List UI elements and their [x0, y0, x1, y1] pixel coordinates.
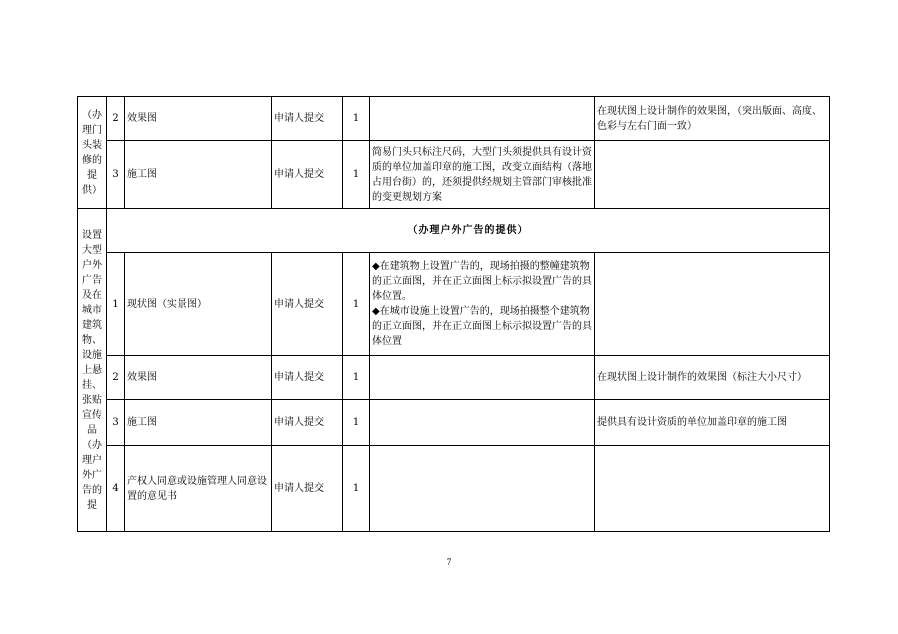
- note-cell: 提供具有设计资质的单位加盖印章的施工图: [595, 400, 830, 446]
- submitter-cell: 申请人提交: [272, 97, 343, 141]
- materials-table: [77, 96, 830, 532]
- row-number: 2: [107, 356, 125, 400]
- note-cell: [595, 141, 830, 209]
- material-name: 施工图: [125, 141, 272, 209]
- submitter-cell: 申请人提交: [272, 253, 343, 356]
- page-number: 7: [446, 557, 452, 567]
- row-number: 1: [107, 253, 125, 356]
- submitter-cell: 申请人提交: [272, 141, 343, 209]
- table-row: [78, 253, 830, 356]
- material-name: 效果图: [125, 356, 272, 400]
- requirements-cell: 简易门头只标注尺码，大型门头须提供具有设计资质的单位加盖印章的施工图，改变立面结构（落地占用台街）的，还须提供经规划主管部门审核批准的变更规划方案: [370, 141, 595, 209]
- table-row: [78, 97, 830, 141]
- requirements-cell: [370, 400, 595, 446]
- copies-cell: 1: [343, 446, 370, 532]
- row-number: 4: [107, 446, 125, 532]
- material-name: 效果图: [125, 97, 272, 141]
- copies-cell: 1: [343, 356, 370, 400]
- note-cell: 在现状图上设计制作的效果图，（突出版面、高度、色彩与左右门面一致）: [595, 97, 830, 141]
- material-name: 施工图: [125, 400, 272, 446]
- copies-cell: 1: [343, 97, 370, 141]
- category-cell: 设置大型户外广告及在城市建筑物、设施上悬挂、张贴宣传品（办理户外广告的提: [78, 209, 107, 532]
- material-name: 现状图（实景图）: [125, 253, 272, 356]
- copies-cell: 1: [343, 400, 370, 446]
- section-title: （办理户外广告的提供）: [107, 209, 830, 253]
- table-row: [78, 400, 830, 446]
- copies-cell: 1: [343, 253, 370, 356]
- row-number: 3: [107, 141, 125, 209]
- requirements-cell: [370, 97, 595, 141]
- submitter-cell: 申请人提交: [272, 446, 343, 532]
- requirement-bullet: ◆在城市设施上设置广告的，现场拍摄整个建筑物的正立面图，并在正立面图上标示拟设置广告的具体位置: [372, 306, 592, 347]
- submitter-cell: 申请人提交: [272, 400, 343, 446]
- material-name: 产权人同意或设施管理人同意设置的意见书: [125, 446, 272, 532]
- requirements-cell: [370, 356, 595, 400]
- row-number: 2: [107, 97, 125, 141]
- note-cell: [595, 446, 830, 532]
- requirement-bullet: ◆在建筑物上设置广告的，现场拍摄的整幢建筑物的正立面图，并在正立面图上标示拟设置广告的具体位置。: [372, 261, 592, 302]
- submitter-cell: 申请人提交: [272, 356, 343, 400]
- row-number: 3: [107, 400, 125, 446]
- requirements-cell: [370, 253, 595, 356]
- note-cell: [595, 253, 830, 356]
- section-row: [78, 209, 830, 253]
- table-row: [78, 356, 830, 400]
- requirements-cell: [370, 446, 595, 532]
- copies-cell: 1: [343, 141, 370, 209]
- table-row: [78, 446, 830, 532]
- note-cell: 在现状图上设计制作的效果图（标注大小尺寸）: [595, 356, 830, 400]
- category-cell: （办理门头装修的提供）: [78, 97, 107, 209]
- table-row: [78, 141, 830, 209]
